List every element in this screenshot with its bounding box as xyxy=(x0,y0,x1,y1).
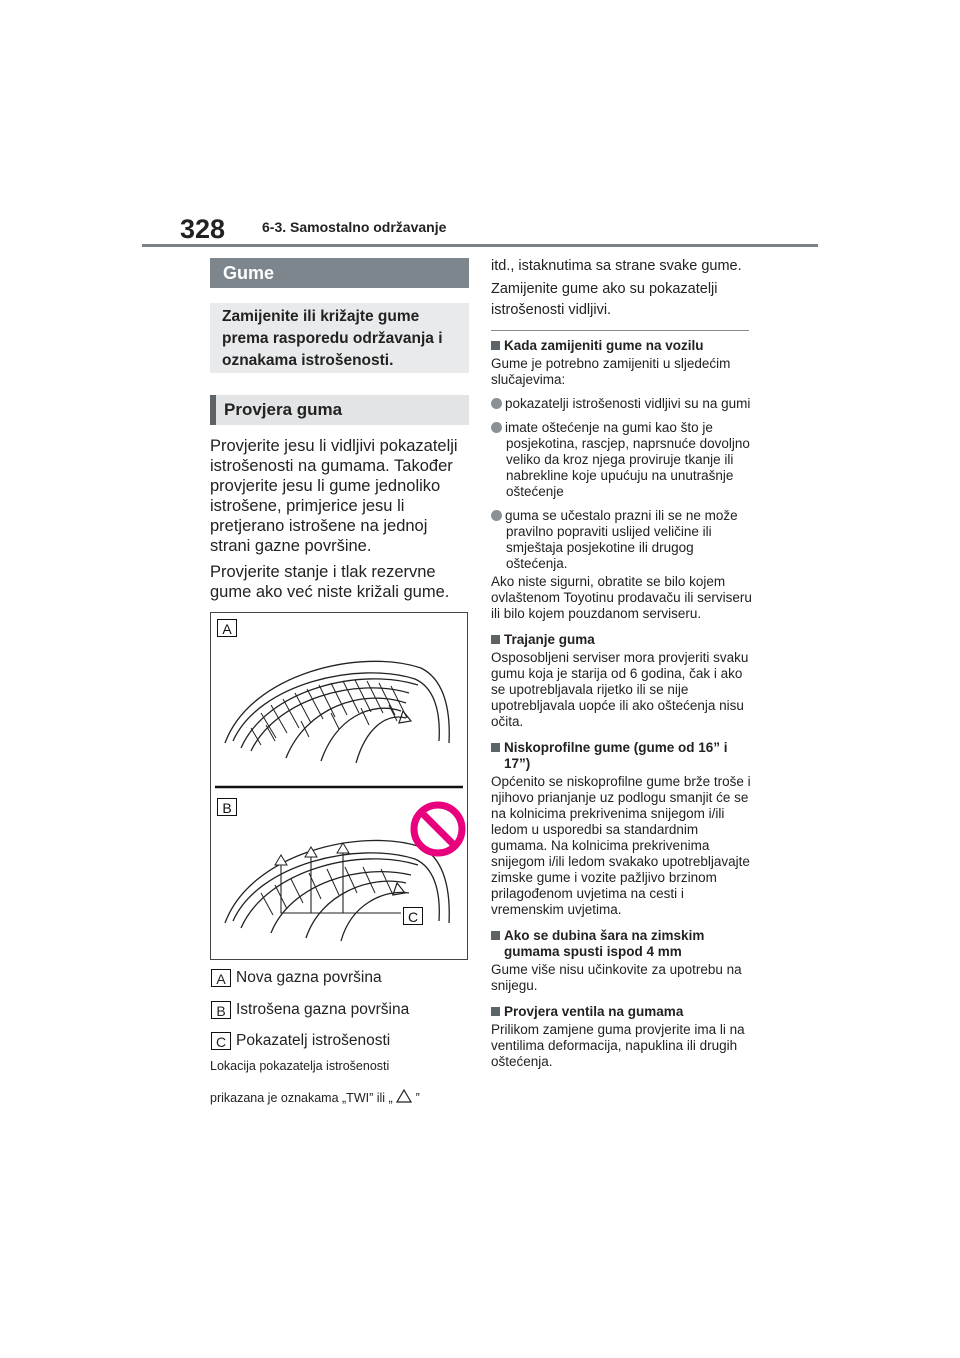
continued-text-1: itd., istaknutima sa strane svake gume. xyxy=(491,258,742,274)
chapter-title: 6-3. Samostalno održavanje xyxy=(262,219,447,235)
header-rule xyxy=(142,244,818,247)
circle-bullet-icon xyxy=(491,422,502,433)
figure-label-c: C xyxy=(403,907,423,925)
when-replace-text: Gume je potrebno zamijeniti u sljedećim slučajevima: xyxy=(491,356,731,387)
section-title: Gume xyxy=(223,263,275,283)
figure-label-b: B xyxy=(217,798,237,816)
winter-depth-text: Gume više nisu učinkovite za upotrebu na snijegu. xyxy=(491,962,742,993)
valves-text: Prilikom zamjene guma provjerite ima li na ventilima deformacija, napuklina ili drugih oštećenja. xyxy=(491,1022,745,1069)
legend-text-a: Nova gazna površina xyxy=(236,969,382,986)
section-divider xyxy=(491,330,749,331)
legend-key-a: A xyxy=(211,969,231,987)
check-paragraph: Provjerite jesu li vidljivi pokazatelji istrošenosti na gumama. Također provjerite jesu li gume jednoliko istrošene, primjerice jesu li pretjerano istrošene na jednoj strani gazne površine. xyxy=(210,437,458,555)
page-number: 328 xyxy=(180,214,226,244)
heading-low-profile: Niskoprofilne gume (gume od 16” i 17”) xyxy=(491,740,753,772)
square-bullet-icon xyxy=(491,635,500,644)
note-line-2 xyxy=(210,1089,420,1105)
bullet-item: guma se učestalo prazni ili se ne može pravilno popraviti uslijed veličine ili smještaja posjekotine ili drugog oštećenja. xyxy=(491,508,753,572)
square-bullet-icon xyxy=(491,743,500,752)
legend-item-c xyxy=(211,1032,390,1050)
triangle-icon xyxy=(396,1089,412,1103)
legend-item-a xyxy=(211,969,382,987)
intro-text: Zamijenite ili križajte gume prema rasporedu održavanja i oznakama istrošenosti. xyxy=(222,308,443,369)
continued-text-2: Zamijenite gume ako su pokazatelji istrošenosti vidljivi. xyxy=(491,281,718,318)
section-title-bar xyxy=(210,258,469,288)
intro-box xyxy=(210,303,469,373)
heading-winter-depth: Ako se dubina šara na zimskim gumama spusti ispod 4 mm xyxy=(491,928,753,960)
square-bullet-icon xyxy=(491,931,500,940)
subsection-title: Provjera guma xyxy=(224,400,343,419)
square-bullet-icon xyxy=(491,341,500,350)
spare-paragraph: Provjerite stanje i tlak rezervne gume ako već niste križali gume. xyxy=(210,563,450,601)
prohibition-icon xyxy=(414,805,462,853)
legend-key-c: C xyxy=(211,1032,231,1050)
low-profile-text: Općenito se niskoprofilne gume brže troše i njihovo prianjanje uz podlogu smanjit će se na kolnicima prekrivenima snijegom i/ili ledom u usporedbi sa standardnim gumama. Na kolnicima prekrivenima snijegom i/ili ledom svakako upotrebljavajte zimske gume i vozite pažljivo brzinom prilagođenom uvjetima na cesti i vremenskim uvjetima. xyxy=(491,774,751,917)
tire-life-text: Osposobljeni serviser mora provjeriti svaku gumu koja je starija od 6 godina, čak i ako se upotrebljavala rijetko ili se nije upotrebljavala uopće ili ako oštećenja nisu očita. xyxy=(491,650,749,729)
note-line-2b: ” xyxy=(415,1091,420,1105)
tire-illustration xyxy=(211,613,467,959)
subsection-title-bar xyxy=(210,395,469,425)
circle-bullet-icon xyxy=(491,398,502,409)
heading-when-replace: Kada zamijeniti gume na vozilu xyxy=(491,338,753,354)
legend-text-b: Istrošena gazna površina xyxy=(236,1001,410,1018)
legend-item-b xyxy=(211,1001,409,1019)
tire-figure xyxy=(210,612,468,960)
bullet-item: pokazatelji istrošenosti vidljivi su na gumi xyxy=(491,396,753,412)
note-line-1: Lokacija pokazatelja istrošenosti xyxy=(210,1059,390,1073)
legend-text-c: Pokazatelj istrošenosti xyxy=(236,1032,391,1049)
right-column xyxy=(491,338,753,1070)
note-line-2a: prikazana je oznakama „TWI” ili „ xyxy=(210,1091,393,1105)
legend-key-b: B xyxy=(211,1001,231,1019)
heading-valves: Provjera ventila na gumama xyxy=(491,1004,753,1020)
dealer-text: Ako niste sigurni, obratite se bilo kojem ovlaštenom Toyotinu prodavaču ili serviseru ili bilo kojem pouzdanom serviseru. xyxy=(491,574,752,621)
new-tread-tire xyxy=(225,661,449,763)
heading-tire-life: Trajanje guma xyxy=(491,632,753,648)
square-bullet-icon xyxy=(491,1007,500,1016)
figure-label-a: A xyxy=(217,619,237,637)
circle-bullet-icon xyxy=(491,510,502,521)
bullet-item: imate oštećenje na gumi kao što je posjekotina, rascjep, naprsnuće dovoljno veliko da kroz njega proviruje tkanje ili nabrekline koje upućuju na unutrašnje oštećenje xyxy=(491,420,753,500)
